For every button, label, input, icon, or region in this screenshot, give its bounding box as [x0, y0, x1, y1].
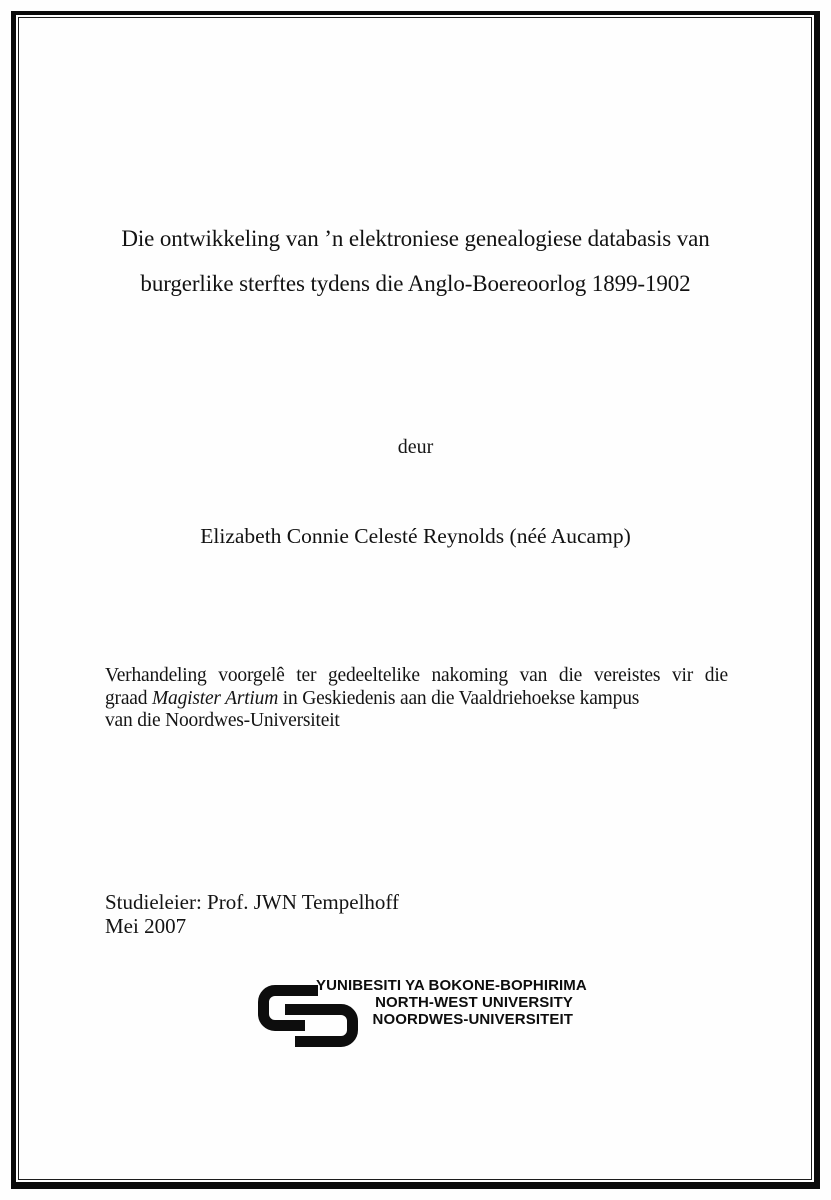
thesis-title	[40, 216, 791, 306]
thesis-title-line-2: burgerlike sterftes tydens die Anglo-Boereoorlog 1899-1902	[140, 271, 691, 296]
submission-statement	[105, 665, 728, 733]
university-name-setswana: YUNIBESITI YA BOKONE-BOPHIRIMA	[316, 977, 587, 994]
author-name: Elizabeth Connie Celesté Reynolds (néé Aucamp)	[200, 524, 631, 548]
date-line: Mei 2007	[105, 913, 187, 938]
university-name-afrikaans: NOORDWES-UNIVERSITEIT	[372, 1011, 573, 1029]
supervisor-date-block	[105, 891, 399, 938]
submission-line-2-prefix: graad	[105, 687, 152, 709]
university-name-english: NORTH-WEST UNIVERSITY	[375, 994, 573, 1012]
university-wordmark	[316, 977, 587, 1029]
degree-name-italic: Magister Artium	[151, 687, 279, 709]
submission-line-1: Verhandeling voorgelê ter gedeeltelike nakoming van die vereistes vir die	[105, 665, 728, 686]
submission-line-2-suffix: in Geskiedenis aan die Vaaldriehoekse kampus	[278, 687, 640, 709]
supervisor-line: Studieleier: Prof. JWN Tempelhoff	[105, 890, 400, 914]
submission-line-2	[105, 688, 728, 711]
submission-line-3: van die Noordwes-Universiteit	[105, 710, 340, 731]
byline-deur: deur	[397, 436, 434, 458]
thesis-title-line-1: Die ontwikkeling van ’n elektroniese genealogiese databasis van	[121, 226, 710, 251]
